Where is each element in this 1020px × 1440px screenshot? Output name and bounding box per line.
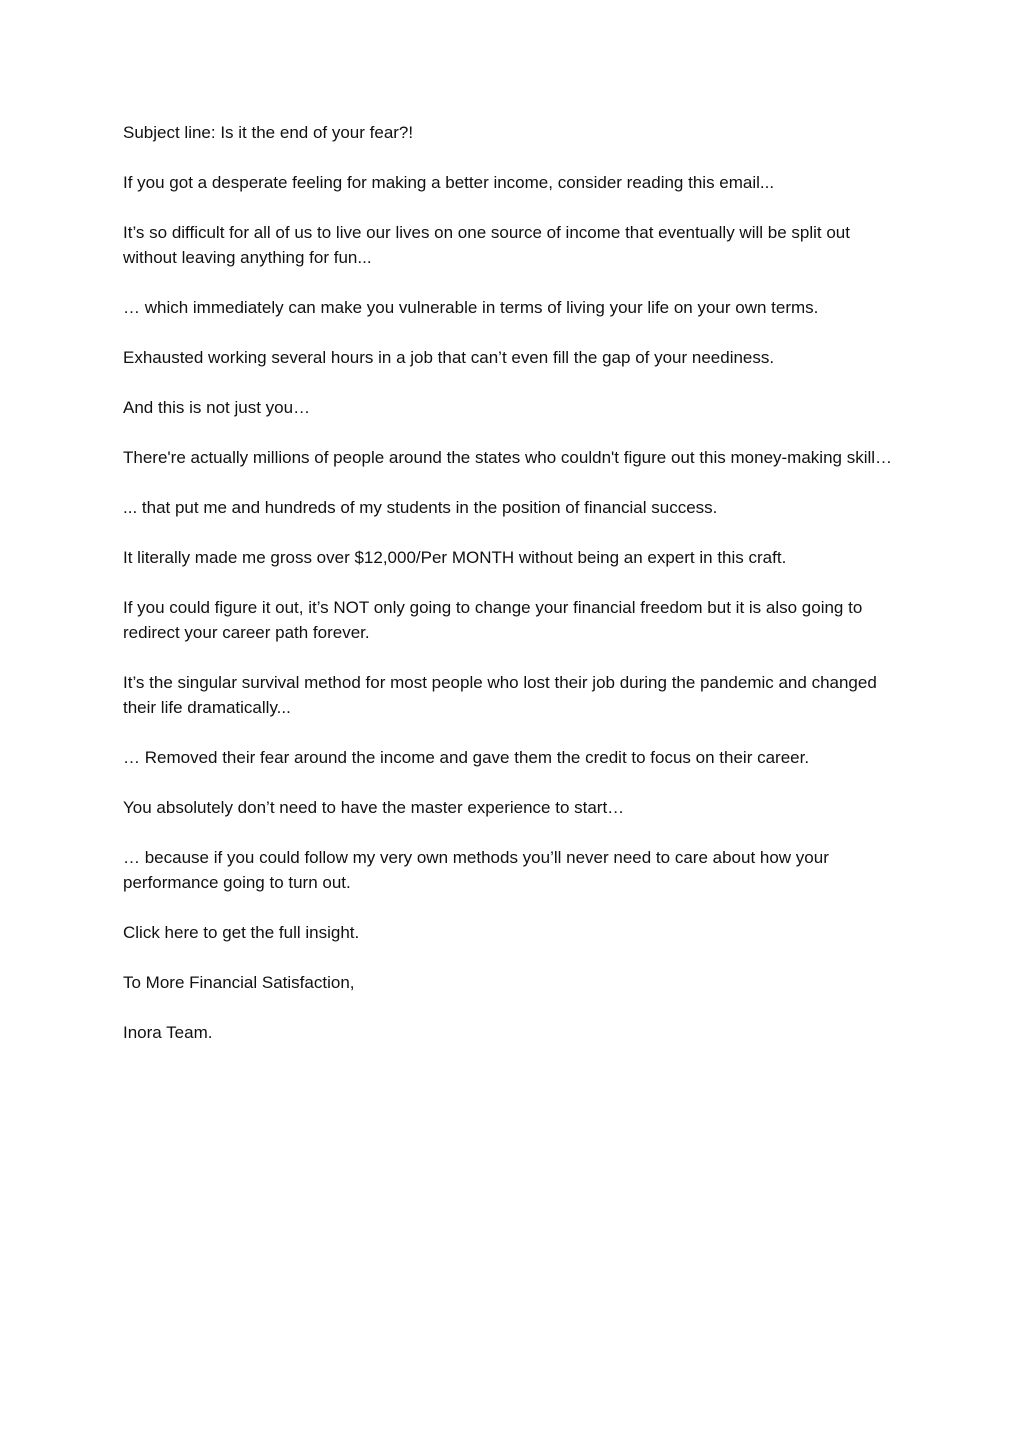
email-copy xyxy=(123,120,903,1045)
paragraph: If you could figure it out, it’s NOT only going to change your financial freedom but it is also going to redirect your career path forever. xyxy=(123,598,863,642)
paragraph: ... that put me and hundreds of my students in the position of financial success. xyxy=(123,498,718,517)
call-to-action-text: Click here to get the full insight. xyxy=(123,923,360,942)
paragraph: You absolutely don’t need to have the master experience to start… xyxy=(123,798,625,817)
subject-line: Subject line: Is it the end of your fear?! xyxy=(123,123,414,142)
paragraph: … because if you could follow my very own methods you’ll never need to care about how your performance going to turn out. xyxy=(123,848,829,892)
paragraph: Exhausted working several hours in a job that can’t even fill the gap of your neediness. xyxy=(123,348,775,367)
signature: Inora Team. xyxy=(123,1023,213,1042)
paragraph: And this is not just you… xyxy=(123,398,311,417)
closing-line: To More Financial Satisfaction, xyxy=(123,973,355,992)
paragraph: … which immediately can make you vulnerable in terms of living your life on your own terms. xyxy=(123,298,819,317)
paragraph: It’s the singular survival method for most people who lost their job during the pandemic and changed their life dramatically... xyxy=(123,673,877,717)
paragraph: … Removed their fear around the income and gave them the credit to focus on their career. xyxy=(123,748,810,767)
paragraph: If you got a desperate feeling for making a better income, consider reading this email... xyxy=(123,173,775,192)
paragraph: It literally made me gross over $12,000/Per MONTH without being an expert in this craft. xyxy=(123,548,787,567)
paragraph: It’s so difficult for all of us to live our lives on one source of income that eventually will be split out without leaving anything for fun... xyxy=(123,223,850,267)
paragraph: There're actually millions of people around the states who couldn't figure out this money-making skill… xyxy=(123,448,893,467)
